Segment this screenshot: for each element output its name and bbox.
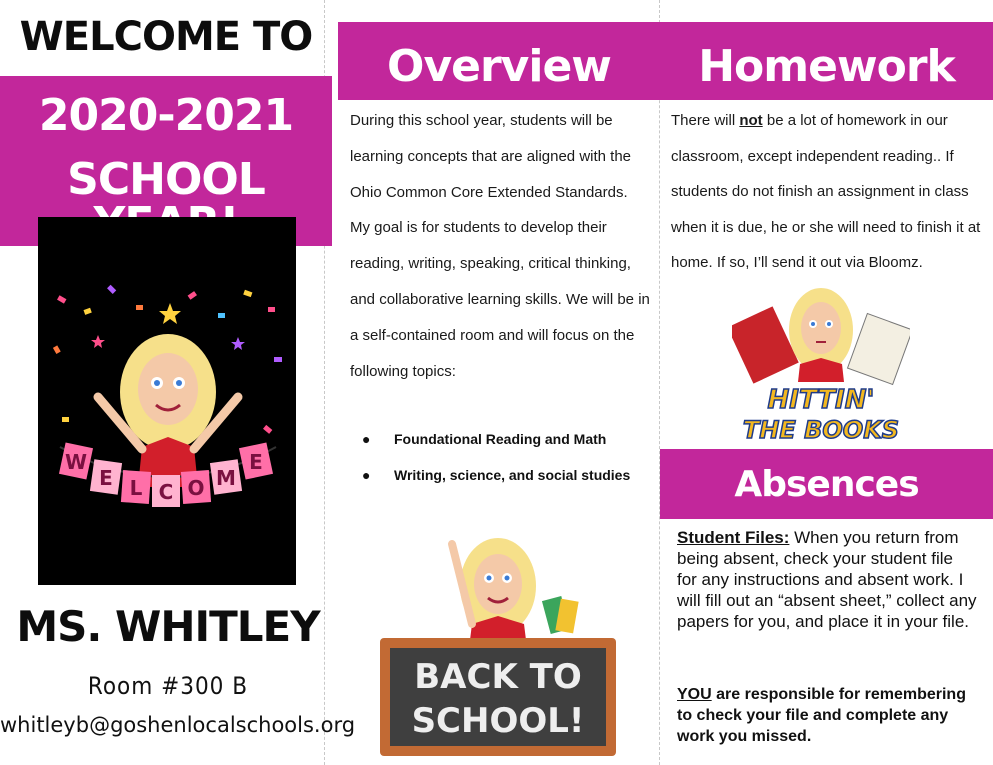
overview-heading: Overview (338, 22, 660, 100)
banner-letter: M (216, 466, 236, 490)
responsibility-text: are responsible for remembering to check your file and complete any work you missed. (677, 686, 966, 745)
teacher-name: MS. WHITLEY (16, 602, 320, 651)
banner-letter: O (187, 476, 205, 500)
back-to-school-illustration (376, 528, 620, 760)
homework-paragraph (671, 103, 991, 281)
list-item (362, 458, 652, 494)
topic-text: Foundational Reading and Math (394, 431, 607, 447)
teacher-email[interactable]: whitleyb@goshenlocalschools.org (0, 713, 356, 737)
homework-text-end: be a lot of homework in our classroom, except independent reading.. If students do not finish an assignment in class when it is due, he or she will need to finish it at home. If so, I’ll send it out via Bloomz. (671, 112, 981, 271)
student-files-label: Student Files: (677, 528, 790, 547)
welcome-illustration (38, 217, 296, 585)
banner-letter: W (64, 450, 88, 474)
banner-letter: E (99, 466, 113, 490)
banner-letter: E (249, 450, 263, 474)
back-to-school-image (376, 528, 620, 760)
hittin-the-books-image (732, 284, 910, 446)
student-files-paragraph (677, 527, 977, 632)
chalkboard-text-line2: SCHOOL! (411, 701, 585, 741)
topics-list (362, 422, 652, 494)
school-year-text: SCHOOL (67, 154, 265, 205)
homework-emphasis: not (739, 112, 763, 129)
list-item (362, 422, 652, 458)
bullet-icon: ● (362, 431, 371, 447)
you-emphasis: YOU (677, 686, 712, 703)
books-text-line2: THE BOOKS (742, 416, 900, 444)
year-text: 2020-2021 (38, 90, 294, 141)
banner-letter: L (129, 476, 143, 500)
topic-text: Writing, science, and social studies (394, 466, 631, 483)
homework-text-start: There will (671, 112, 740, 129)
responsibility-paragraph (677, 684, 977, 747)
hittin-the-books-illustration (732, 284, 910, 446)
overview-paragraph: During this school year, students will be learning concepts that are aligned with the Ohio Common Core Extended Standards. My goal is for students to develop their reading, writing, speaking, critical thinking, and collaborative learning skills. We will be in a self-contained room and will focus on the following topics: (350, 112, 650, 380)
bullet-icon: ● (362, 466, 371, 483)
welcome-heading: WELCOME TO (19, 14, 313, 60)
absences-heading: Absences (660, 449, 993, 519)
student-files-text: When you return from being absent, check your student file for any instructions and absent work. I will fill out an “absent sheet,” collect any papers for you, and place it in your file. (677, 528, 977, 631)
welcome-bitmoji-image (38, 217, 296, 585)
banner-letter: C (158, 480, 174, 504)
fold-line-right (659, 0, 660, 765)
chalkboard-text-line1: BACK TO (414, 657, 582, 697)
homework-heading: Homework (660, 22, 993, 100)
room-number: Room #300 B (87, 672, 249, 700)
books-text-line1: HITTIN' (767, 385, 875, 415)
